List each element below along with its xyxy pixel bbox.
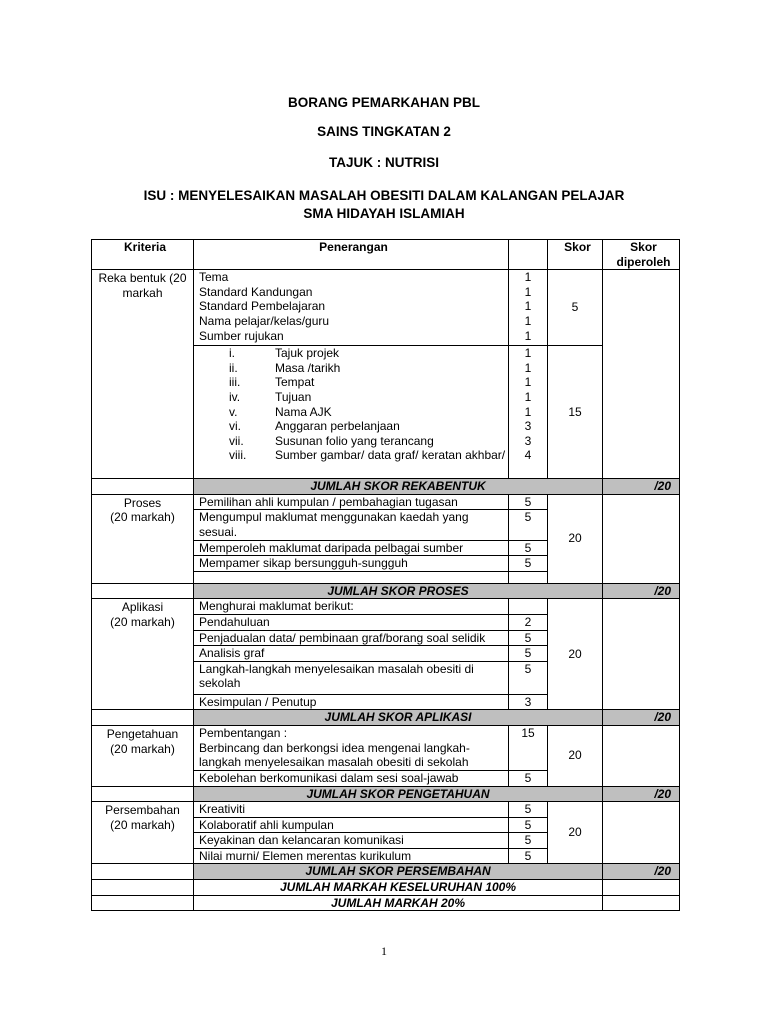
aplikasi-item: Analisis graf — [194, 646, 509, 662]
proses-item: Pemilihan ahli kumpulan / pembahagian tugasan — [194, 494, 509, 510]
persembahan-skor: 20 — [548, 802, 603, 864]
roman-item — [199, 361, 508, 376]
aplikasi-mark: 5 — [509, 646, 548, 662]
col-kriteria: Kriteria — [92, 240, 194, 270]
pengetahuan-mark: 15 — [509, 725, 548, 770]
sum-label: JUMLAH SKOR APLIKASI — [194, 710, 603, 726]
persembahan-item: Kreativiti — [194, 802, 509, 818]
sum-row-proses — [92, 583, 680, 599]
roman-item — [199, 405, 508, 420]
roman-text: Tujuan — [275, 389, 312, 404]
persembahan-mark: 5 — [509, 833, 548, 849]
aplikasi-mark: 3 — [509, 694, 548, 710]
roman-numeral: vi. — [229, 419, 241, 434]
form-title: BORANG PEMARKAHAN PBL — [288, 95, 480, 110]
roman-item — [199, 434, 508, 449]
criterion-aplikasi: Aplikasi (20 markah) — [92, 599, 194, 710]
roman-text: Tempat — [275, 375, 315, 390]
total-all-label: JUMLAH MARKAH KESELURUHAN 100% — [194, 880, 603, 896]
col-skor-diperoleh: Skor diperoleh — [603, 240, 680, 270]
pengetahuan-mark: 5 — [509, 770, 548, 786]
sum-out: /20 — [603, 479, 680, 495]
total-row-20 — [92, 895, 680, 911]
roman-item — [199, 375, 508, 390]
table-row — [92, 599, 680, 615]
proses-skor: 20 — [548, 494, 603, 583]
proses-mark: 5 — [509, 556, 548, 572]
roman-text: Masa /tarikh — [275, 360, 341, 375]
rubric-table — [91, 239, 680, 911]
persembahan-mark: 5 — [509, 848, 548, 864]
sum-out: /20 — [603, 864, 680, 880]
aplikasi-mark: 5 — [509, 661, 548, 694]
sum-label: JUMLAH SKOR REKABENTUK — [194, 479, 603, 495]
proses-item: Mempamer sikap bersungguh-sungguh — [194, 556, 509, 572]
aplikasi-item: Langkah-langkah menyelesaikan masalah obesiti di sekolah — [194, 661, 509, 694]
persembahan-item: Keyakinan dan kelancaran komunikasi — [194, 833, 509, 849]
reka-skor-b: 15 — [548, 346, 603, 479]
sum-label: JUMLAH SKOR PENGETAHUAN — [194, 786, 603, 802]
proses-mark: 5 — [509, 494, 548, 510]
col-penerangan: Penerangan — [194, 240, 509, 270]
total-all-value[interactable] — [603, 880, 680, 896]
criterion-persembahan: Persembahan (20 markah) — [92, 802, 194, 864]
table-row — [92, 494, 680, 510]
aplikasi-item: Pendahuluan — [194, 614, 509, 630]
pengetahuan-item: Kebolehan berkomunikasi dalam sesi soal-jawab — [194, 770, 509, 786]
reka-marks-a: 1 1 1 1 1 — [509, 270, 548, 346]
pengetahuan-skor: 20 — [548, 725, 603, 786]
roman-numeral: v. — [229, 404, 238, 419]
aplikasi-item: Menghurai maklumat berikut: — [194, 599, 509, 615]
reka-marks-b: 1 1 1 1 1 3 3 4 — [509, 346, 548, 479]
table-row — [92, 802, 680, 818]
page-number: 1 — [381, 944, 387, 958]
col-skor: Skor — [548, 240, 603, 270]
persembahan-diperoleh[interactable] — [603, 802, 680, 864]
proses-item: Mengumpul maklumat menggunakan kaedah yang sesuai. — [194, 510, 509, 540]
school-title: SMA HIDAYAH ISLAMIAH — [303, 206, 465, 221]
roman-item — [199, 346, 508, 361]
sum-label: JUMLAH SKOR PROSES — [194, 583, 603, 599]
roman-numeral: iv. — [229, 389, 241, 404]
roman-text: Nama AJK — [275, 404, 332, 419]
aplikasi-mark: 5 — [509, 630, 548, 646]
roman-numeral: viii. — [229, 448, 247, 463]
subject-title: SAINS TINGKATAN 2 — [317, 124, 451, 139]
proses-mark: 5 — [509, 540, 548, 556]
roman-item — [199, 448, 508, 463]
criterion-reka-bentuk: Reka bentuk (20 markah — [92, 270, 194, 479]
reka-items-a: Tema Standard Kandungan Standard Pembelajaran Nama pelajar/kelas/guru Sumber rujukan — [194, 270, 509, 346]
proses-diperoleh[interactable] — [603, 494, 680, 583]
aplikasi-diperoleh[interactable] — [603, 599, 680, 710]
pengetahuan-diperoleh[interactable] — [603, 725, 680, 786]
aplikasi-mark: 2 — [509, 614, 548, 630]
roman-numeral: iii. — [229, 375, 241, 390]
roman-text: Sumber gambar/ data graf/ keratan akhbar/ — [275, 448, 506, 463]
sum-row-persembahan — [92, 864, 680, 880]
sum-label: JUMLAH SKOR PERSEMBAHAN — [194, 864, 603, 880]
reka-skor-a: 5 — [548, 270, 603, 346]
roman-text: Susunan folio yang terancang — [275, 433, 434, 448]
table-row — [92, 725, 680, 770]
reka-diperoleh[interactable] — [603, 270, 680, 479]
sum-row-aplikasi — [92, 710, 680, 726]
proses-mark: 5 — [509, 510, 548, 540]
table-row — [92, 270, 680, 346]
total-20-value[interactable] — [603, 895, 680, 911]
roman-numeral: i. — [229, 346, 235, 361]
sum-out: /20 — [603, 583, 680, 599]
roman-item — [199, 390, 508, 405]
persembahan-item: Kolaboratif ahli kumpulan — [194, 817, 509, 833]
persembahan-mark: 5 — [509, 802, 548, 818]
proses-item: Memperoleh maklumat daripada pelbagai sumber — [194, 540, 509, 556]
sum-out: /20 — [603, 710, 680, 726]
sum-row-rekabentuk — [92, 479, 680, 495]
sum-row-pengetahuan — [92, 786, 680, 802]
persembahan-item: Nilai murni/ Elemen merentas kurikulum — [194, 848, 509, 864]
issue-title: ISU : MENYELESAIKAN MASALAH OBESITI DALAM KALANGAN PELAJAR — [143, 188, 625, 203]
persembahan-mark: 5 — [509, 817, 548, 833]
reka-roman-list — [194, 346, 509, 479]
total-20-label: JUMLAH MARKAH 20% — [194, 895, 603, 911]
roman-numeral: ii. — [229, 360, 238, 375]
aplikasi-mark — [509, 599, 548, 615]
total-row-all — [92, 880, 680, 896]
aplikasi-item: Penjadualan data/ pembinaan graf/borang soal selidik — [194, 630, 509, 646]
roman-text: Anggaran perbelanjaan — [275, 419, 400, 434]
aplikasi-skor: 20 — [548, 599, 603, 710]
roman-item — [199, 419, 508, 434]
pengetahuan-item: Pembentangan : Berbincang dan berkongsi idea mengenai langkah-langkah menyelesaikan masalah obesiti di sekolah — [194, 725, 509, 770]
topic-title: TAJUK : NUTRISI — [329, 155, 439, 170]
criterion-pengetahuan: Pengetahuan (20 markah) — [92, 725, 194, 786]
roman-numeral: vii. — [229, 433, 244, 448]
criterion-proses: Proses (20 markah) — [92, 494, 194, 583]
col-marks — [509, 240, 548, 270]
sum-out: /20 — [603, 786, 680, 802]
aplikasi-item: Kesimpulan / Penutup — [194, 694, 509, 710]
roman-text: Tajuk projek — [275, 346, 340, 361]
table-header-row — [92, 240, 680, 270]
